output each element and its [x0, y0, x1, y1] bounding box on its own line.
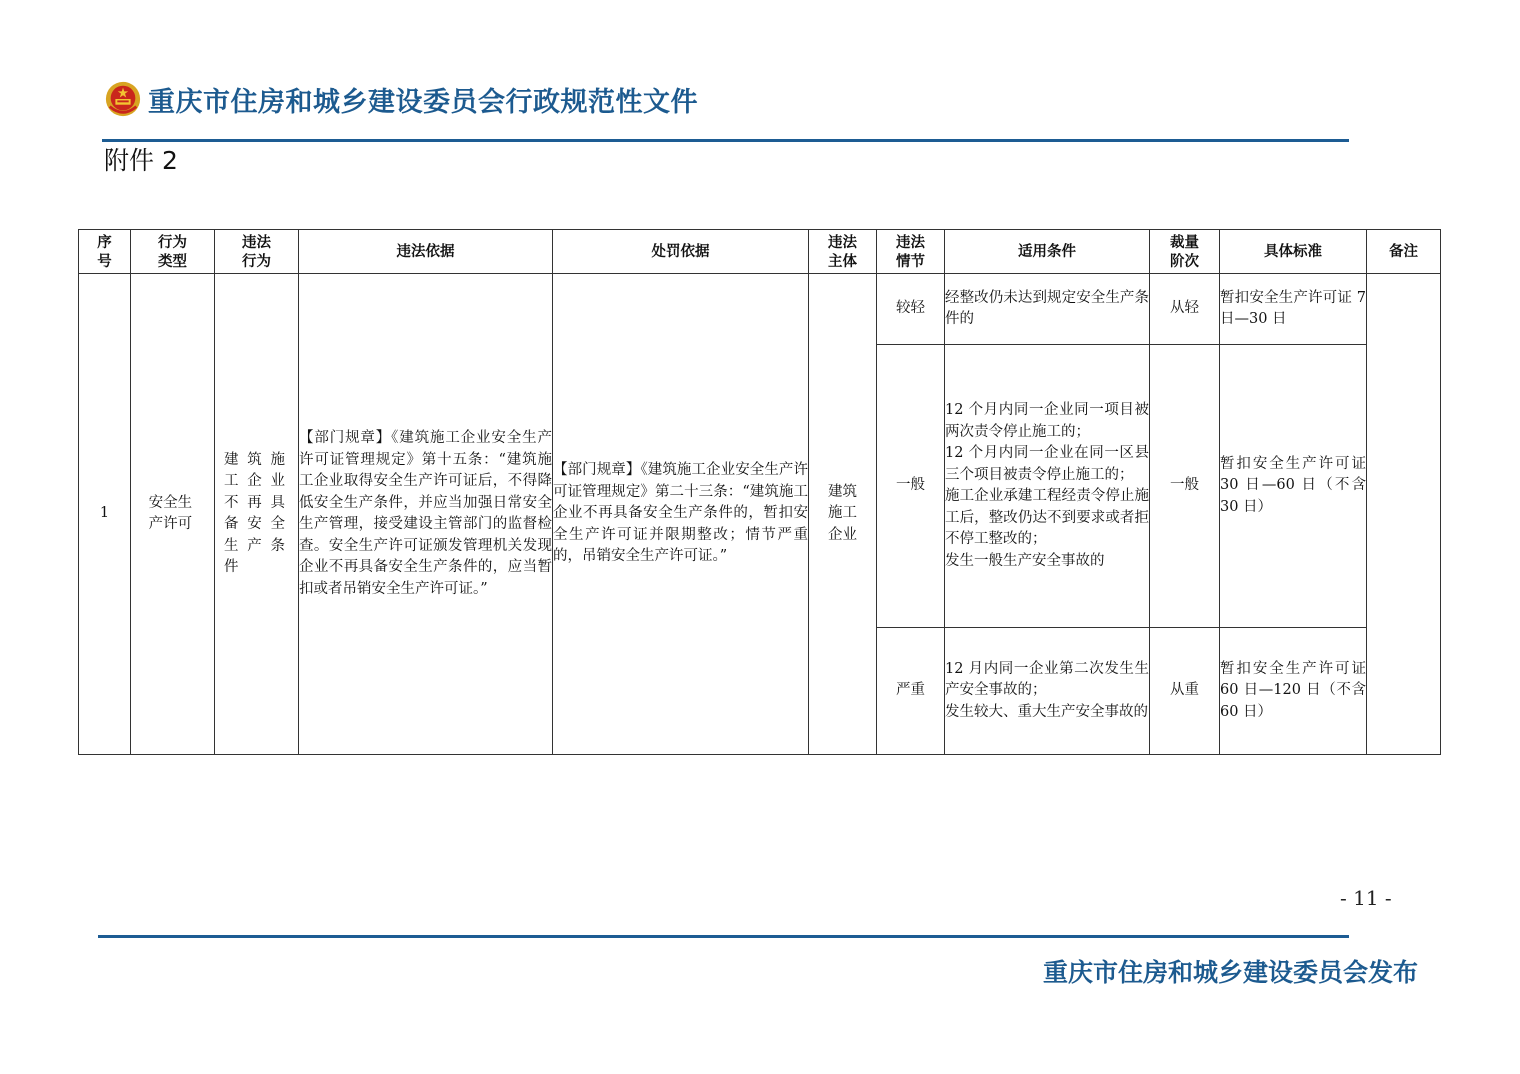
row-behavior-type: 安全生产许可 — [131, 274, 215, 755]
header-subject: 违法主体 — [809, 230, 877, 274]
row-subject: 建筑施工企业 — [809, 274, 877, 755]
condition-item: 发生较大、重大生产安全事故的 — [945, 703, 1148, 720]
condition-item: 经整改仍未达到规定安全生产条件的 — [945, 289, 1149, 327]
level-tier: 从重 — [1150, 628, 1220, 755]
header-divider — [102, 139, 1349, 142]
header-violation-basis: 违法依据 — [299, 230, 553, 274]
footer-divider — [98, 935, 1349, 938]
condition-item: 12 月内同一企业第二次发生生产安全事故的； — [945, 660, 1149, 699]
level-conditions — [945, 628, 1150, 755]
header-conditions: 适用条件 — [945, 230, 1150, 274]
level-severity: 严重 — [877, 628, 945, 755]
level-tier: 一般 — [1150, 345, 1220, 628]
level-conditions — [945, 345, 1150, 628]
level-standard: 暂扣安全生产许可证 60 日—120 日（不含 60 日） — [1220, 628, 1367, 755]
row-violation-basis: 【部门规章】《建筑施工企业安全生产许可证管理规定》第十五条：“建筑施工企业取得安全生产许可证后，不得降低安全生产条件，并应当加强日常安全生产管理，接受建设主管部门的监督检查。安全生产许可证颁发管理机关发现企业不再具备安全生产条件的，应当暂扣或者吊销安全生产许可证。” — [299, 274, 553, 755]
row-penalty-basis: 【部门规章】《建筑施工企业安全生产许可证管理规定》第二十三条：“建筑施工企业不再具备安全生产条件的，暂扣安全生产许可证并限期整改；情节严重的，吊销安全生产许可证。” — [553, 274, 809, 755]
page-number: - 11 - — [1340, 886, 1392, 910]
table-header-row — [79, 230, 1441, 274]
level-tier: 从轻 — [1150, 274, 1220, 345]
national-emblem-icon — [104, 80, 142, 118]
attachment-label: 附件 2 — [104, 146, 178, 175]
level-standard: 暂扣安全生产许可证 30 日—60 日（不含 30 日） — [1220, 345, 1367, 628]
row-index: 1 — [79, 274, 131, 755]
condition-item: 发生一般生产安全事故的 — [945, 552, 1105, 569]
level-standard: 暂扣安全生产许可证 7 日—30 日 — [1220, 274, 1367, 345]
condition-item: 施工企业承建工程经责令停止施工后，整改仍达不到要求或者拒不停工整改的； — [945, 488, 1149, 547]
footer-publisher: 重庆市住房和城乡建设委员会发布 — [1042, 958, 1418, 987]
condition-item: 12 个月内同一企业同一项目被两次责令停止施工的； — [945, 402, 1149, 440]
header-remark: 备注 — [1367, 230, 1441, 274]
document-header — [104, 78, 698, 120]
header-penalty-basis: 处罚依据 — [553, 230, 809, 274]
header-circumstance: 违法情节 — [877, 230, 945, 274]
header-behavior-type: 行为类型 — [131, 230, 215, 274]
condition-item: 12 个月内同一企业在同一区县三个项目被责令停止施工的； — [945, 445, 1149, 483]
header-violation-act: 违法行为 — [215, 230, 299, 274]
row-violation-act: 建筑施工企业不再具备安全生产条件 — [215, 274, 299, 755]
row-remark — [1367, 274, 1441, 755]
header-standard: 具体标准 — [1220, 230, 1367, 274]
header-index: 序号 — [79, 230, 131, 274]
level-conditions — [945, 274, 1150, 345]
level-severity: 较轻 — [877, 274, 945, 345]
header-tier: 裁量阶次 — [1150, 230, 1220, 274]
table-row — [79, 274, 1441, 345]
level-severity: 一般 — [877, 345, 945, 628]
discretion-table — [78, 229, 1441, 755]
header-title: 重庆市住房和城乡建设委员会行政规范性文件 — [148, 86, 698, 118]
